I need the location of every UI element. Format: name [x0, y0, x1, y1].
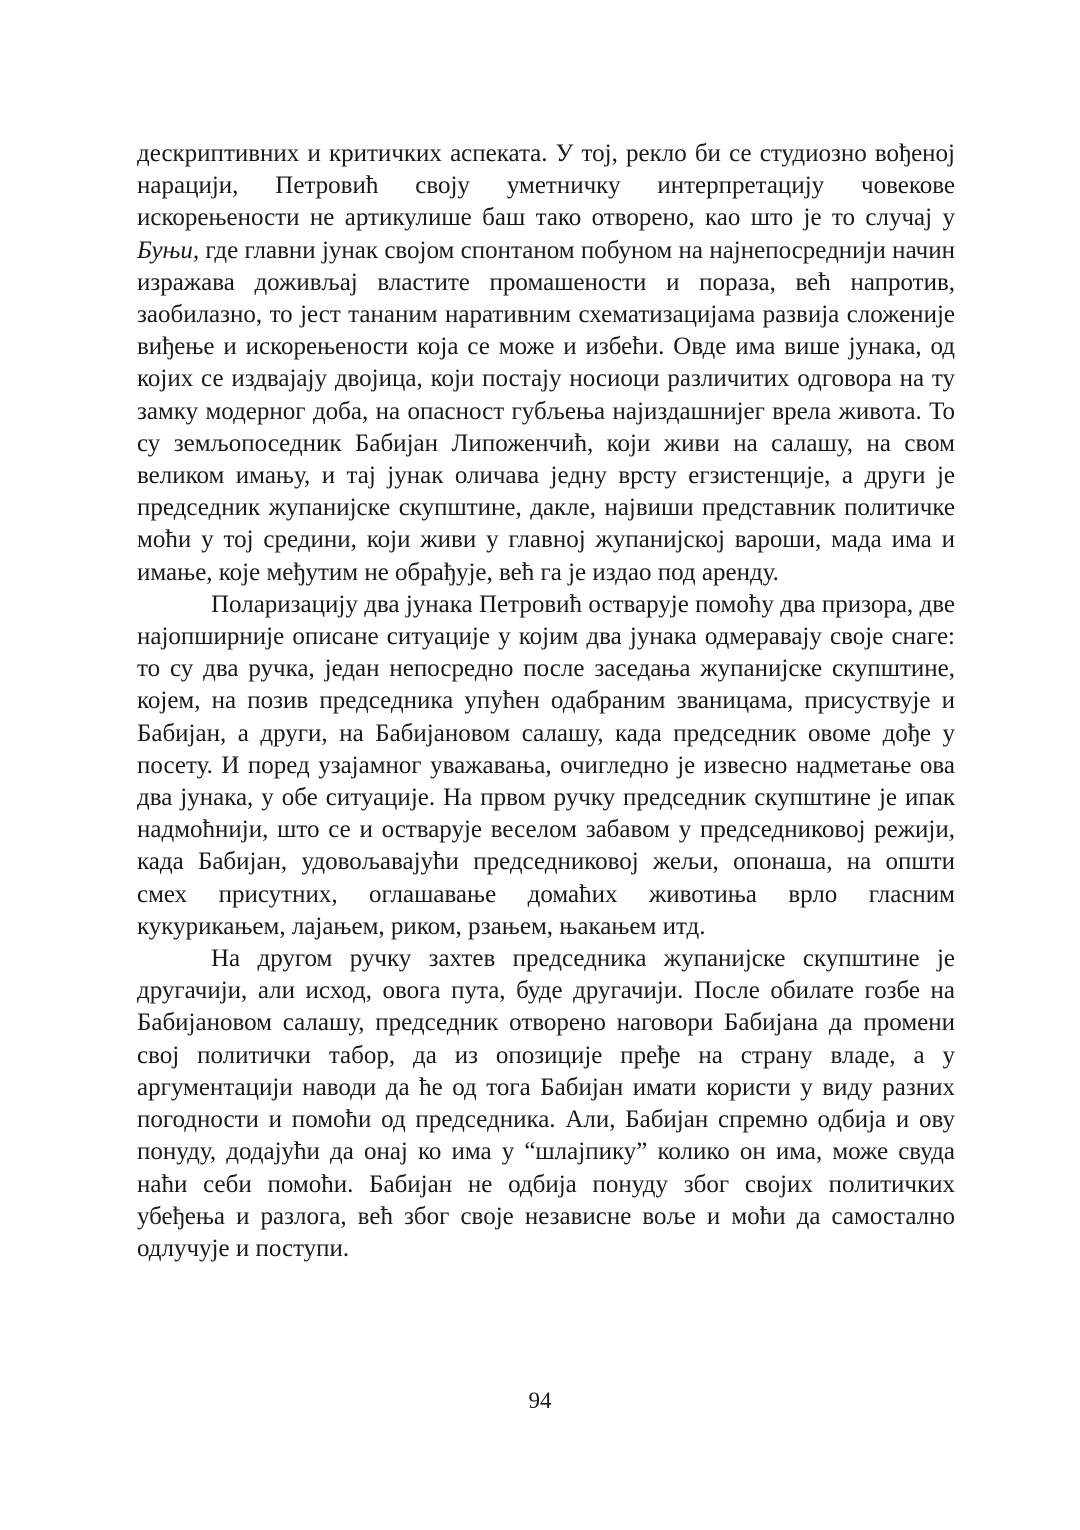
paragraph-1-text-a: дескриптивних и критичких аспеката. У тој, рекло би се студиозно вођеној нарацији, Петровић своју уметничку интерпретацију човекове искорењености не артикулише баш тако отворено, као што је то случај у: [137, 140, 955, 232]
page-number: 94: [528, 1388, 552, 1413]
paragraph-2: Поларизацију два јунака Петровић остварује помоћу два призора, две најопширније описане ситуације у којим два јунака одмеравају своје снаге: то су два ручка, један непосредно после заседања жупанијске скупштине, којем, на позив председника упућен одабраним званицама, присуствује и Бабијан, а други, на Бабијановом салашу, када председник овоме дође у посету. И поред узајамног уважавања, очигледно је извесно надметање ова два јунака, у обе ситуације. На првом ручку председник скупштине је ипак надмоћнији, што се и остварује веселом забавом у председниковој режији, када Бабијан, удовољавајући председниковој жељи, опонаша, на општи смех присутних, оглашавање домаћих животиња врло гласним кукурикањем, лајањем, риком, рзањем, њакањем итд.: [137, 590, 955, 940]
paragraph-1: [137, 138, 955, 589]
body-text: [137, 138, 955, 1265]
italic-title-bunji: Буњи,: [137, 236, 200, 264]
paragraph-1-text-b: где главни јунак својом спонтаном побуном на најнепосреднији начин изражава доживљај властите промашености и пораза, већ напротив, заобилазно, то јест тананим наративним схематизацијама развија сложеније виђење и искорењености која се може и избећи. Овде има више јунака, од којих се издвајају двојица, који постају носиоци различитих одговора на ту замку модерног доба, на опасност губљења најиздашнијег врела живота. То су земљопоседник Бабијан Липоженчић, који живи на салашу, на свом великом имању, и тај јунак оличава једну врсту егзистенције, а други је председник жупанијске скупштине, дакле, највиши представник политичке моћи у тој средини, који живи у главној жупанијској вароши, мада има и имање, које међутим не обрађује, већ га је издао под аренду.: [137, 236, 955, 586]
paragraph-3: На другом ручку захтев председника жупанијске скупштине је другачији, али исход, овога пута, буде другачији. После обилате гозбе на Бабијановом салашу, председник отворено наговори Бабијана да промени свој политички табор, да из опозиције пређе на страну владе, а у аргументацији наводи да ће од тога Бабијан имати користи у виду разних погодности и помоћи од председника. Али, Бабијан спремно одбија и ову понуду, додајући да онај ко има у “шлајпику” колико он има, може свуда наћи себи помоћи. Бабијан не одбија понуду због својих политичких убеђења и разлога, већ због своје независне воље и моћи да самостално одлучује и поступи.: [137, 945, 955, 1262]
